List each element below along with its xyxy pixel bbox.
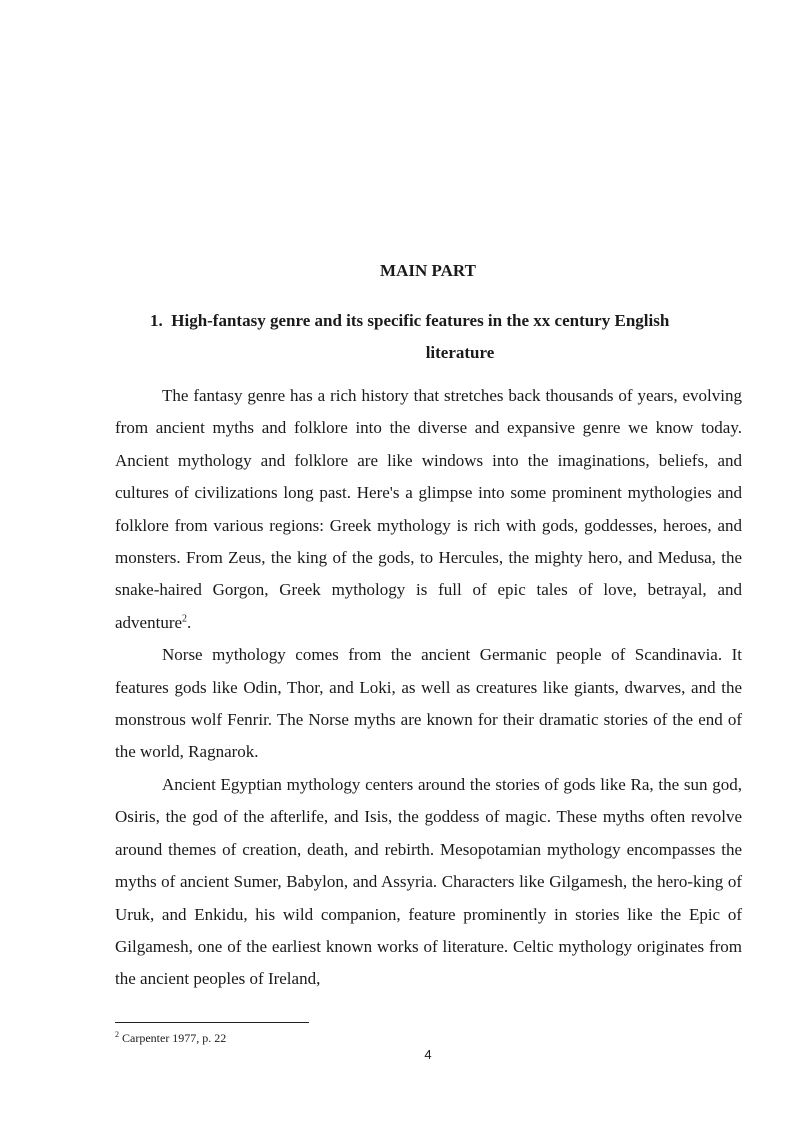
footnote-separator [115,1022,309,1023]
paragraph: Ancient Egyptian mythology centers around the stories of gods like Ra, the sun god, Osiris, the god of the afterlife, and Isis, the goddess of magic. These myths often revolve around themes of creation, death, and rebirth. Mesopotamian mythology encompasses the myths of ancient Sumer, Babylon, and Assyria. Characters like Gilgamesh, the hero-king of Uruk, and Enkidu, his wild companion, feature prominently in stories like the Epic of Gilgamesh, one of the earliest known works of literature. Celtic mythology originates from the ancient peoples of Ireland, [115,774,742,989]
section-heading-line1 [150,305,740,337]
paragraph [115,380,742,639]
page-number: 4 [424,1047,432,1062]
body-text [115,380,742,996]
section-number: 1. [150,311,163,330]
footnote [115,1030,226,1046]
main-title: MAIN PART [380,261,476,280]
footnote-text: Carpenter 1977, p. 22 [122,1031,227,1045]
section-heading [150,305,740,369]
section-title-line1: High-fantasy genre and its specific features in the xx century English [171,311,670,330]
footnote-number: 2 [115,1030,119,1039]
paragraph-text-end: . [187,612,192,632]
paragraph: Norse mythology comes from the ancient Germanic people of Scandinavia. It features gods like Odin, Thor, and Loki, as well as creatures like giants, dwarves, and the monstrous wolf Fenrir. The Norse myths are known for their dramatic stories of the end of the world, Ragnarok. [115,645,742,762]
paragraph-text: The fantasy genre has a rich history that stretches back thousands of years, evolving from ancient myths and folklore into the diverse and expansive genre we know today. Ancient mythology and folklore are like windows into the imaginations, beliefs, and cultures of civilizations long past. Here's a glimpse into some prominent mythologies and folklore from various regions: Greek mythology is rich with gods, goddesses, heroes, and monsters. From Zeus, the king of the gods, to Hercules, the mighty hero, and Medusa, the snake-haired Gorgon, Greek mythology is full of epic tales of love, betrayal, and adventure [115,386,742,632]
section-title-line2: literature [425,343,495,362]
footnote-reference[interactable]: 2 [182,613,188,625]
